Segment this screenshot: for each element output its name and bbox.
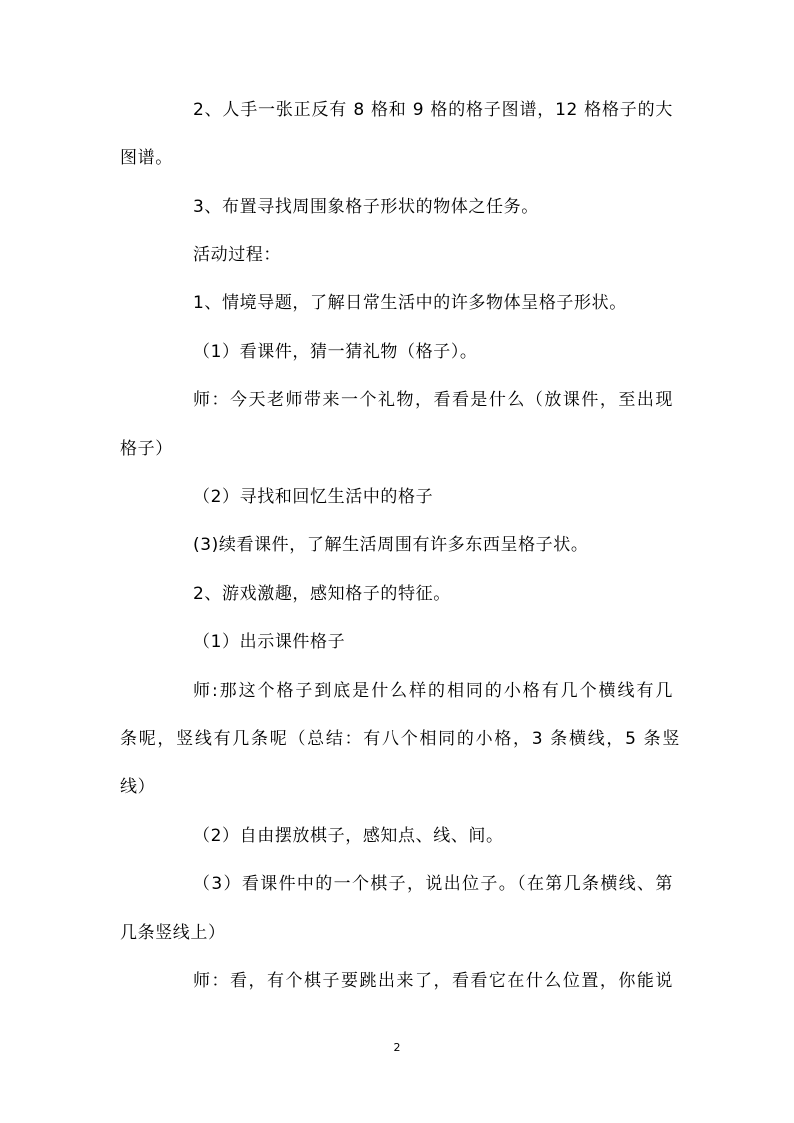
teacher-dialogue-3-line-1: 师：看，有个棋子要跳出来了，看看它在什么位置，你能说 xyxy=(193,971,673,991)
teacher-dialogue-1-line-2: 格子） xyxy=(120,439,173,459)
step-1-substep-3: (3)续看课件，了解生活周围有许多东西呈格子状。 xyxy=(193,535,589,555)
step-2-substep-1: （1）出示课件格子 xyxy=(193,632,346,652)
teacher-dialogue-2-line-1: 师:那这个格子到底是什么样的相同的小格有几个横线有几 xyxy=(193,681,673,701)
step-2-substep-3-line-1: （3）看课件中的一个棋子，说出位子。（在第几条横线、第 xyxy=(193,874,673,894)
step-2-heading: 2、游戏激趣，感知格子的特征。 xyxy=(193,584,451,604)
teacher-dialogue-2-line-3: 线） xyxy=(120,777,156,797)
paragraph-materials-2-line-1: 2、人手一张正反有 8 格和 9 格的格子图谱，12 格格子的大 xyxy=(193,100,673,120)
page-number: 2 xyxy=(393,1041,401,1054)
section-heading-activity-process: 活动过程： xyxy=(193,245,281,265)
paragraph-materials-3: 3、布置寻找周围象格子形状的物体之任务。 xyxy=(193,197,539,217)
teacher-dialogue-2-line-2: 条呢，竖线有几条呢（总结：有八个相同的小格，3 条横线，5 条竖 xyxy=(120,729,680,749)
step-2-substep-2: （2）自由摆放棋子，感知点、线、间。 xyxy=(193,826,504,846)
step-1-substep-1: （1）看课件，猜一猜礼物（格子）。 xyxy=(193,342,478,362)
step-2-substep-3-line-2: 几条竖线上） xyxy=(120,923,226,943)
step-1-substep-2: （2）寻找和回忆生活中的格子 xyxy=(193,487,434,507)
step-1-heading: 1、情境导题，了解日常生活中的许多物体呈格子形状。 xyxy=(193,293,627,313)
paragraph-materials-2-line-2: 图谱。 xyxy=(120,148,173,168)
teacher-dialogue-1-line-1: 师：今天老师带来一个礼物，看看是什么（放课件，至出现 xyxy=(193,390,673,410)
